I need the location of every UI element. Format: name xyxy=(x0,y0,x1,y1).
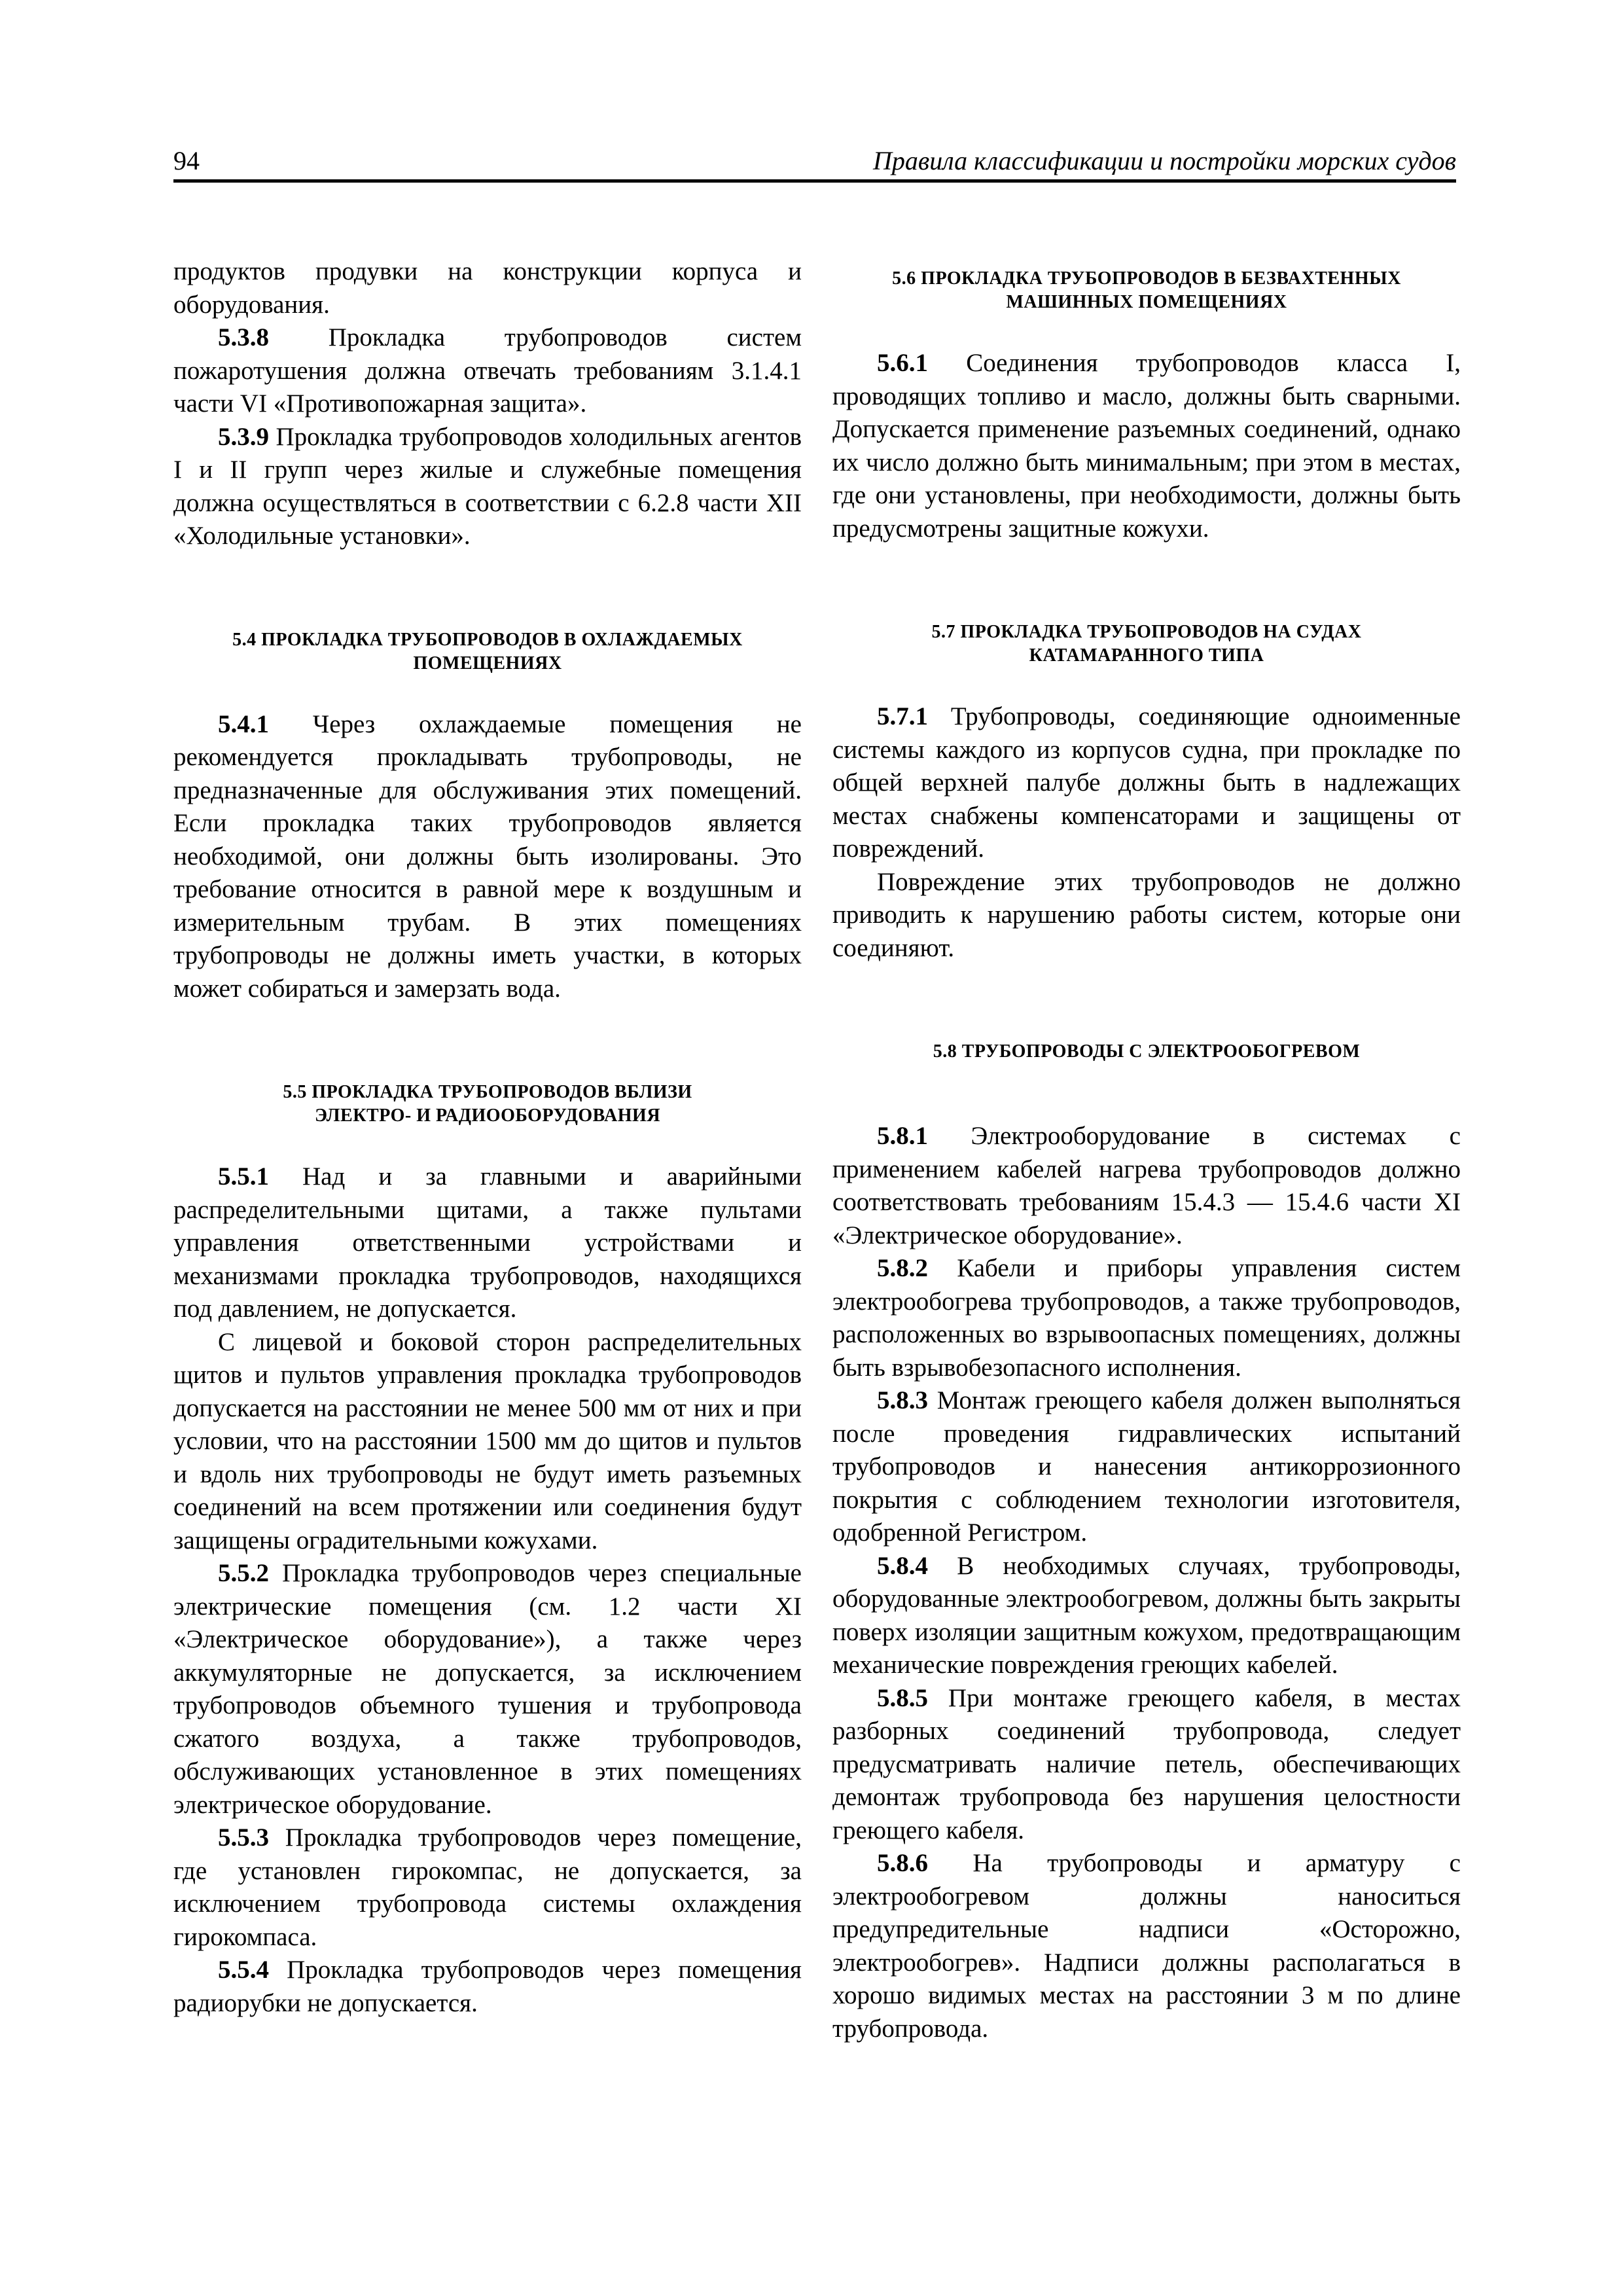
paragraph-5-8-3: 5.8.3 Монтаж греющего кабеля должен выполняться после проведения гидравлических испытаний трубопроводов и нанесения антикоррозионного покрытия с соблюдением технологии изготовителя, одобренной Регистром. xyxy=(832,1386,1461,1547)
paragraph-5-5-1: 5.5.1 Над и за главными и аварийными распределительными щитами, а также пультами управления ответственными устройствами и механизмами прокладка трубопроводов, находящихся под давлением, не допускается. xyxy=(173,1162,802,1323)
paragraph-continuation: продуктов продувки на конструкции корпуса и оборудования. xyxy=(173,257,802,319)
paragraph-5-5-1-continued: С лицевой и боковой сторон распределительных щитов и пультов управления прокладка трубопроводов допускается на расстоянии не менее 500 мм от них и при условии, что на расстоянии 1500 мм до щитов и пультов и вдоль них трубопроводы не будут иметь разъемных соединений на всем протяжении или соединения будут защищены оградительными кожухами. xyxy=(173,1327,802,1554)
clause-number: 5.3.8 xyxy=(218,323,269,351)
clause-number: 5.7.1 xyxy=(877,702,928,730)
paragraph-5-5-4: 5.5.4 Прокладка трубопроводов через помещения радиорубки не допускается. xyxy=(173,1956,802,2017)
right-column xyxy=(832,255,1461,2045)
paragraph-5-3-8: 5.3.8 Прокладка трубопроводов систем пожаротушения должна отвечать требованиям 3.1.4.1 части VI «Противопожарная защита». xyxy=(173,323,802,418)
section-heading-5-7: 5.7 ПРОКЛАДКА ТРУБОПРОВОДОВ НА СУДАХ КАТАМАРАННОГО ТИПА xyxy=(931,622,1362,666)
clause-number: 5.6.1 xyxy=(877,349,928,377)
paragraph-5-8-2: 5.8.2 Кабели и приборы управления систем электрообогрева трубопроводов, а также трубопроводов, расположенных во взрывоопасных помещениях, должны быть взрывобезопасного исполнения. xyxy=(832,1254,1461,1382)
paragraph-5-6-1: 5.6.1 Соединения трубопроводов класса I, проводящих топливо и масло, должны быть сварными. Допускается применение разъемных соединений, однако их число должно быть минимальным; при этом в местах, где они установлены, при необходимости, должны быть предусмотрены защитные кожухи. xyxy=(832,349,1461,543)
left-column xyxy=(173,255,802,2020)
clause-number: 5.8.6 xyxy=(877,1849,928,1877)
paragraph-5-8-6: 5.8.6 На трубопроводы и арматуру с электрообогревом должны наноситься предупредительные надписи «Осторожно, электрообогрев». Надписи должны располагаться в хорошо видимых местах на расстоянии 3 м по длине трубопровода. xyxy=(832,1849,1461,2043)
paragraph-5-8-1: 5.8.1 Электрооборудование в системах с применением кабелей нагрева трубопроводов должно соответствовать требованиям 15.4.3 — 15.4.6 части XI «Электрическое оборудование». xyxy=(832,1122,1461,1249)
paragraph-5-8-4: 5.8.4 В необходимых случаях, трубопроводы, оборудованные электрообогревом, должны быть закрыты поверх изоляции защитным кожухом, предотвращающим механические повреждения греющих кабелей. xyxy=(832,1551,1461,1679)
section-heading-5-4: 5.4 ПРОКЛАДКА ТРУБОПРОВОДОВ В ОХЛАЖДАЕМЫХ ПОМЕЩЕНИЯХ xyxy=(232,629,743,673)
running-title: Правила классификации и постройки морских судов xyxy=(872,146,1456,175)
paragraph-5-8-5: 5.8.5 При монтаже греющего кабеля, в местах разборных соединений трубопровода, следует предусматривать наличие петель, обеспечивающих демонтаж трубопровода без нарушения целостности греющего кабеля. xyxy=(832,1683,1461,1844)
section-heading-5-6: 5.6 ПРОКЛАДКА ТРУБОПРОВОДОВ В БЕЗВАХТЕННЫХ МАШИННЫХ ПОМЕЩЕНИЯХ xyxy=(892,268,1401,312)
paragraph-5-7-1: 5.7.1 Трубопроводы, соединяющие одноименные системы каждого из корпусов судна, при прокладке по общей верхней палубе должны быть в надлежащих местах снабжены компенсаторами и защищены от повреждений. xyxy=(832,702,1461,863)
clause-number: 5.8.4 xyxy=(877,1551,928,1580)
clause-number: 5.3.9 xyxy=(218,422,269,451)
paragraph-5-5-2: 5.5.2 Прокладка трубопроводов через специальные электрические помещения (см. 1.2 части XI «Электрическое оборудование»), а также через аккумуляторные не допускается, за исключением трубопроводов объемного тушения и трубопровода сжатого воздуха, а также трубопроводов, обслуживающих установленное в этих помещениях электрическое оборудование. xyxy=(173,1559,802,1819)
clause-number: 5.5.3 xyxy=(218,1823,269,1852)
page-number: 94 xyxy=(173,146,200,175)
paragraph-5-3-9: 5.3.9 Прокладка трубопроводов холодильных агентов I и II групп через жилые и служебные помещения должна осуществляться в соответствии с 6.2.8 части XII «Холодильные установки». xyxy=(173,422,802,550)
page-header xyxy=(173,145,1456,183)
section-heading-5-5: 5.5 ПРОКЛАДКА ТРУБОПРОВОДОВ ВБЛИЗИ ЭЛЕКТРО- И РАДИООБОРУДОВАНИЯ xyxy=(283,1082,692,1126)
clause-number: 5.4.1 xyxy=(218,709,269,738)
clause-number: 5.8.5 xyxy=(877,1683,928,1712)
paragraph-5-7-1-continued: Повреждение этих трубопроводов не должно приводить к нарушению работы систем, которые они соединяют. xyxy=(832,867,1461,962)
section-heading-5-8: 5.8 ТРУБОПРОВОДЫ С ЭЛЕКТРООБОГРЕВОМ xyxy=(933,1041,1361,1062)
clause-number: 5.8.1 xyxy=(877,1122,928,1150)
clause-number: 5.5.4 xyxy=(218,1956,269,1984)
paragraph-5-5-3: 5.5.3 Прокладка трубопроводов через помещение, где установлен гирокомпас, не допускается, за исключением трубопровода системы охлаждения гирокомпаса. xyxy=(173,1823,802,1951)
clause-number: 5.5.2 xyxy=(218,1559,269,1587)
clause-number: 5.8.2 xyxy=(877,1254,928,1282)
clause-number: 5.8.3 xyxy=(877,1386,928,1414)
clause-number: 5.5.1 xyxy=(218,1162,269,1191)
paragraph-5-4-1: 5.4.1 Через охлаждаемые помещения не рекомендуется прокладывать трубопроводы, не предназначенные для обслуживания этих помещений. Если прокладка таких трубопроводов является необходимой, они должны быть изолированы. Это требование относится в равной мере к воздушным и измерительным трубам. В этих помещениях трубопроводы не должны иметь участки, в которых может собираться и замерзать вода. xyxy=(173,709,802,1003)
